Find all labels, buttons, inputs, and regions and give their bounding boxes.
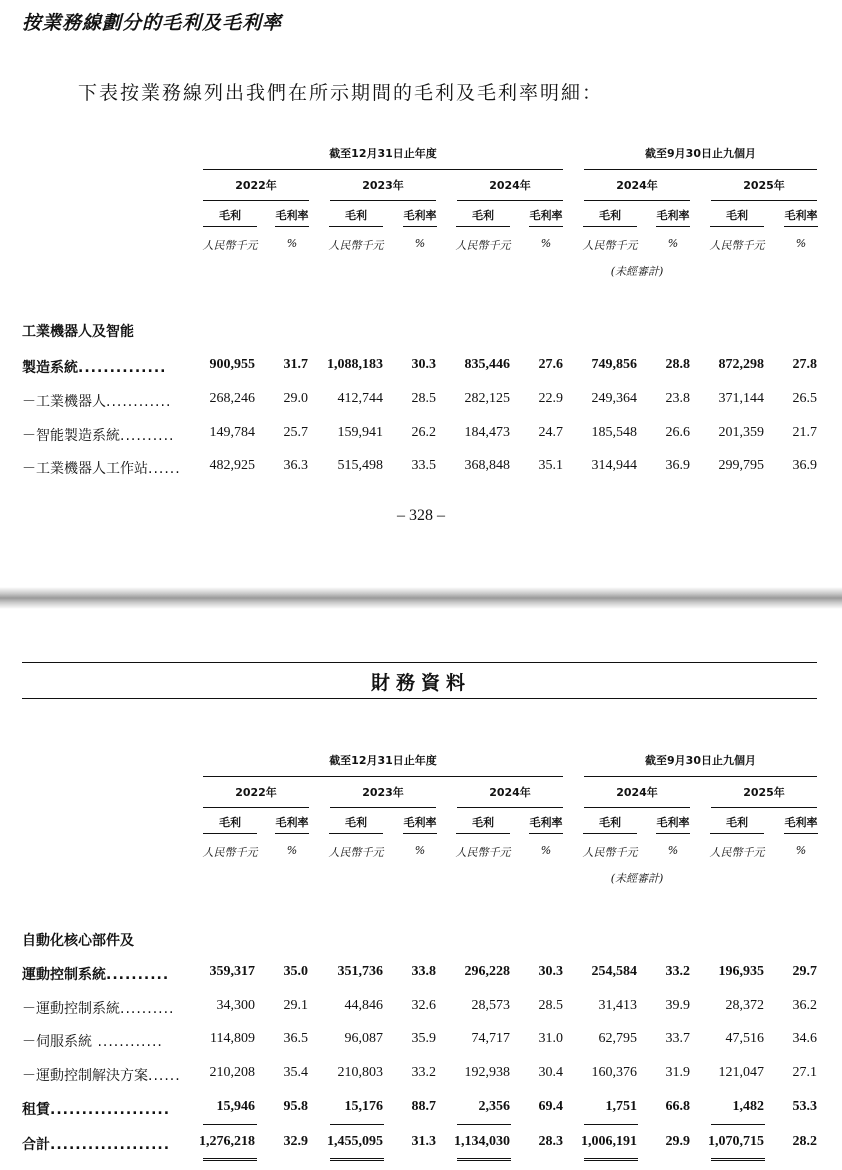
row-label-leader-dots: ................... (50, 1102, 171, 1118)
table-row (0, 391, 842, 415)
header-year: 2024年 (489, 179, 531, 192)
header-year-rule (584, 807, 690, 808)
row-label-text: －運動控制解決方案 (22, 1068, 148, 1084)
cell-gross-profit: 1,751 (605, 1099, 637, 1114)
cell-gross-margin: 25.7 (283, 425, 308, 440)
header-col-gross-profit: 毛利 (726, 816, 748, 829)
cell-gross-margin: 88.7 (411, 1099, 436, 1114)
cell-gross-profit: 482,925 (209, 458, 255, 473)
cell-gross-margin: 22.9 (538, 391, 563, 406)
cell-gross-profit: 1,482 (732, 1099, 764, 1114)
subtotal-rule (457, 1124, 511, 1125)
cell-gross-profit: 210,208 (209, 1065, 255, 1080)
cell-gross-margin: 33.5 (411, 458, 436, 473)
header-unit-rmb: 人民幣千元 (709, 846, 765, 859)
cell-gross-margin: 33.2 (411, 1065, 436, 1080)
cell-gross-profit: 351,736 (337, 964, 383, 979)
header-unit-percent: % (667, 237, 679, 250)
header-col-gross-profit: 毛利 (726, 209, 748, 222)
cell-gross-profit: 314,944 (591, 458, 637, 473)
row-label-text: 製造系統 (22, 360, 78, 376)
header-col-gross-profit: 毛利 (219, 209, 241, 222)
table-row (0, 998, 842, 1022)
cell-gross-margin: 33.7 (665, 1031, 690, 1046)
cell-gross-profit: 184,473 (464, 425, 510, 440)
header-col-rule (329, 833, 383, 834)
header-year: 2022年 (235, 179, 277, 192)
cell-gross-profit: 96,087 (344, 1031, 383, 1046)
header-unit-rmb: 人民幣千元 (202, 846, 258, 859)
header-col-gross-margin: 毛利率 (403, 816, 437, 829)
header-col-rule (403, 226, 437, 227)
cell-gross-margin: 28.5 (538, 998, 563, 1013)
row-label-leader-dots: ............ (106, 394, 172, 410)
cell-gross-margin: 36.2 (792, 998, 817, 1013)
cell-gross-margin: 30.4 (538, 1065, 563, 1080)
header-year-rule (584, 200, 690, 201)
intro-paragraph: 下表按業務線列出我們在所示期間的毛利及毛利率明細： (78, 82, 604, 104)
cell-gross-margin: 95.8 (283, 1099, 308, 1114)
row-label (22, 930, 134, 950)
cell-gross-margin: 35.9 (411, 1031, 436, 1046)
subtotal-rule (203, 1124, 257, 1125)
header-year-rule (330, 200, 436, 201)
table-row (0, 425, 842, 449)
row-label (22, 1134, 170, 1154)
row-label-text: －工業機器人工作站 (22, 461, 148, 477)
header-col-gross-margin: 毛利率 (784, 209, 818, 222)
header-col-gross-margin: 毛利率 (656, 816, 690, 829)
cell-gross-margin: 31.7 (283, 357, 308, 372)
header-group-year: 截至12月31日止年度 (329, 754, 437, 767)
header-unit-percent: % (286, 237, 298, 250)
table-row (0, 357, 842, 381)
header-year-rule (711, 200, 817, 201)
header-group-year-rule (203, 776, 563, 777)
header-col-rule (329, 226, 383, 227)
header-unaudited-note: (未經審計) (610, 265, 664, 278)
cell-gross-profit: 371,144 (718, 391, 764, 406)
table-row (0, 930, 842, 954)
table-row (0, 458, 842, 482)
table-row (0, 1065, 842, 1089)
header-year: 2023年 (362, 786, 404, 799)
row-label (22, 357, 166, 377)
header-col-gross-profit: 毛利 (345, 209, 367, 222)
header-year: 2024年 (616, 786, 658, 799)
cell-gross-profit: 44,846 (344, 998, 383, 1013)
cell-gross-profit: 74,717 (471, 1031, 510, 1046)
cell-gross-margin: 33.2 (665, 964, 690, 979)
subtotal-rule (330, 1124, 384, 1125)
header-col-rule (784, 833, 818, 834)
cell-gross-profit: 62,795 (598, 1031, 637, 1046)
header-col-gross-margin: 毛利率 (275, 209, 309, 222)
row-label-leader-dots: .......... (120, 1001, 175, 1017)
cell-gross-margin: 35.4 (283, 1065, 308, 1080)
header-col-rule (710, 226, 764, 227)
cell-gross-margin: 27.1 (792, 1065, 817, 1080)
header-col-rule (784, 226, 818, 227)
header-group-nine-rule (584, 169, 817, 170)
row-label-text: －運動控制系統 (22, 1001, 120, 1017)
header-unit-percent: % (414, 237, 426, 250)
cell-gross-profit: 15,946 (216, 1099, 255, 1114)
cell-gross-profit: 201,359 (718, 425, 764, 440)
cell-gross-margin: 27.8 (792, 357, 817, 372)
header-year-rule (203, 807, 309, 808)
cell-gross-profit: 28,573 (471, 998, 510, 1013)
header-col-rule (275, 833, 309, 834)
table-row (0, 1134, 842, 1158)
header-unit-rmb: 人民幣千元 (455, 846, 511, 859)
cell-gross-profit: 159,941 (337, 425, 383, 440)
table-row (0, 1031, 842, 1055)
row-label-leader-dots: .......... (120, 428, 175, 444)
header-col-gross-profit: 毛利 (219, 816, 241, 829)
cell-gross-profit: 412,744 (337, 391, 383, 406)
header-col-gross-profit: 毛利 (472, 816, 494, 829)
table-row (0, 321, 842, 345)
total-double-rule (584, 1158, 638, 1161)
header-col-rule (456, 226, 510, 227)
row-label (22, 998, 175, 1018)
cell-gross-profit: 1,006,191 (581, 1134, 637, 1149)
row-label-text: －智能製造系統 (22, 428, 120, 444)
cell-gross-profit: 835,446 (464, 357, 510, 372)
cell-gross-margin: 31.3 (411, 1134, 436, 1149)
cell-gross-margin: 35.0 (283, 964, 308, 979)
cell-gross-margin: 30.3 (411, 357, 436, 372)
cell-gross-margin: 32.9 (283, 1134, 308, 1149)
cell-gross-margin: 66.8 (665, 1099, 690, 1114)
cell-gross-margin: 39.9 (665, 998, 690, 1013)
row-label-leader-dots: .............. (78, 360, 167, 376)
header-unit-rmb: 人民幣千元 (582, 239, 638, 252)
header-col-gross-margin: 毛利率 (529, 816, 563, 829)
cell-gross-margin: 29.9 (665, 1134, 690, 1149)
header-year: 2025年 (743, 179, 785, 192)
cell-gross-profit: 296,228 (464, 964, 510, 979)
total-double-rule (203, 1158, 257, 1161)
header-group-year: 截至12月31日止年度 (329, 147, 437, 160)
cell-gross-margin: 31.9 (665, 1065, 690, 1080)
header-col-rule (656, 833, 690, 834)
cell-gross-profit: 15,176 (344, 1099, 383, 1114)
row-label (22, 458, 181, 478)
cell-gross-profit: 1,276,218 (199, 1134, 255, 1149)
total-double-rule (330, 1158, 384, 1161)
cell-gross-profit: 114,809 (210, 1031, 255, 1046)
cell-gross-profit: 2,356 (478, 1099, 510, 1114)
header-col-gross-margin: 毛利率 (529, 209, 563, 222)
cell-gross-profit: 31,413 (598, 998, 637, 1013)
cell-gross-margin: 53.3 (792, 1099, 817, 1114)
header-unit-rmb: 人民幣千元 (202, 239, 258, 252)
row-label-leader-dots: ............ (92, 1034, 163, 1050)
table-row (0, 964, 842, 988)
cell-gross-profit: 299,795 (718, 458, 764, 473)
cell-gross-margin: 31.0 (538, 1031, 563, 1046)
header-col-rule (456, 833, 510, 834)
row-label (22, 964, 169, 984)
cell-gross-margin: 36.9 (792, 458, 817, 473)
row-label (22, 321, 134, 341)
row-label (22, 1031, 163, 1051)
header-unit-rmb: 人民幣千元 (455, 239, 511, 252)
cell-gross-profit: 359,317 (209, 964, 255, 979)
subtotal-rule (584, 1124, 638, 1125)
header-col-rule (203, 226, 257, 227)
cell-gross-margin: 26.2 (411, 425, 436, 440)
header-year-rule (711, 807, 817, 808)
cell-gross-profit: 47,516 (725, 1031, 764, 1046)
cell-gross-margin: 29.7 (792, 964, 817, 979)
cell-gross-margin: 36.9 (665, 458, 690, 473)
header-unit-rmb: 人民幣千元 (709, 239, 765, 252)
cell-gross-margin: 36.5 (283, 1031, 308, 1046)
cell-gross-margin: 28.8 (665, 357, 690, 372)
row-label-text: 運動控制系統 (22, 967, 106, 983)
cell-gross-margin: 30.3 (538, 964, 563, 979)
header-unit-percent: % (414, 844, 426, 857)
header-col-gross-margin: 毛利率 (403, 209, 437, 222)
row-label (22, 425, 175, 445)
header-year-rule (330, 807, 436, 808)
header-unit-rmb: 人民幣千元 (328, 846, 384, 859)
cell-gross-profit: 268,246 (209, 391, 255, 406)
header-col-gross-margin: 毛利率 (275, 816, 309, 829)
header-year: 2025年 (743, 786, 785, 799)
section-heading: 按業務線劃分的毛利及毛利率 (22, 12, 283, 34)
cell-gross-margin: 29.1 (283, 998, 308, 1013)
header-col-rule (529, 226, 563, 227)
cell-gross-margin: 23.8 (665, 391, 690, 406)
header-group-nine-months: 截至9月30日止九個月 (645, 754, 756, 767)
row-label (22, 1099, 170, 1119)
header-unit-percent: % (667, 844, 679, 857)
header-col-rule (403, 833, 437, 834)
row-label-leader-dots: ...... (148, 461, 181, 477)
cell-gross-profit: 282,125 (464, 391, 510, 406)
header-unit-rmb: 人民幣千元 (582, 846, 638, 859)
header-unit-percent: % (286, 844, 298, 857)
cell-gross-profit: 249,364 (591, 391, 637, 406)
row-label-text: －工業機器人 (22, 394, 106, 410)
header-col-rule (710, 833, 764, 834)
header-group-nine-rule (584, 776, 817, 777)
header-col-rule (583, 833, 637, 834)
cell-gross-margin: 24.7 (538, 425, 563, 440)
row-label-leader-dots: ...... (148, 1068, 181, 1084)
header-year: 2024年 (489, 786, 531, 799)
row-label-text: 自動化核心部件及 (22, 933, 134, 949)
cell-gross-margin: 21.7 (792, 425, 817, 440)
subtotal-rule (711, 1124, 765, 1125)
row-label-text: 租賃 (22, 1102, 50, 1118)
cell-gross-profit: 192,938 (464, 1065, 510, 1080)
cell-gross-profit: 1,088,183 (327, 357, 383, 372)
cell-gross-profit: 1,070,715 (708, 1134, 764, 1149)
header-col-gross-margin: 毛利率 (656, 209, 690, 222)
cell-gross-margin: 26.5 (792, 391, 817, 406)
cell-gross-profit: 28,372 (725, 998, 764, 1013)
header-year: 2024年 (616, 179, 658, 192)
cell-gross-margin: 69.4 (538, 1099, 563, 1114)
page-divider (0, 587, 842, 609)
total-double-rule (711, 1158, 765, 1161)
cell-gross-profit: 872,298 (718, 357, 764, 372)
row-label (22, 1065, 181, 1085)
cell-gross-margin: 32.6 (411, 998, 436, 1013)
header-unit-percent: % (540, 237, 552, 250)
cell-gross-profit: 196,935 (718, 964, 764, 979)
header-col-gross-profit: 毛利 (472, 209, 494, 222)
header-col-rule (203, 833, 257, 834)
header-col-rule (656, 226, 690, 227)
header-col-rule (529, 833, 563, 834)
header-unit-percent: % (540, 844, 552, 857)
header-unit-percent: % (795, 237, 807, 250)
header-col-rule (583, 226, 637, 227)
header-year: 2022年 (235, 786, 277, 799)
header-col-gross-profit: 毛利 (599, 209, 621, 222)
page-number: – 328 – (397, 507, 445, 524)
cell-gross-margin: 34.6 (792, 1031, 817, 1046)
cell-gross-margin: 28.5 (411, 391, 436, 406)
cell-gross-margin: 28.3 (538, 1134, 563, 1149)
cell-gross-profit: 368,848 (464, 458, 510, 473)
header-group-nine-months: 截至9月30日止九個月 (645, 147, 756, 160)
header-col-gross-margin: 毛利率 (784, 816, 818, 829)
cell-gross-profit: 749,856 (591, 357, 637, 372)
finance-title-rule-top (22, 662, 817, 663)
cell-gross-profit: 149,784 (209, 425, 255, 440)
header-unaudited-note: (未經審計) (610, 872, 664, 885)
cell-gross-margin: 35.1 (538, 458, 563, 473)
cell-gross-profit: 1,455,095 (327, 1134, 383, 1149)
cell-gross-margin: 36.3 (283, 458, 308, 473)
cell-gross-margin: 26.6 (665, 425, 690, 440)
row-label-text: －伺服系統 (22, 1034, 92, 1050)
row-label (22, 391, 171, 411)
header-col-gross-profit: 毛利 (345, 816, 367, 829)
header-unit-rmb: 人民幣千元 (328, 239, 384, 252)
cell-gross-profit: 900,955 (209, 357, 255, 372)
cell-gross-margin: 27.6 (538, 357, 563, 372)
header-year: 2023年 (362, 179, 404, 192)
header-year-rule (203, 200, 309, 201)
cell-gross-profit: 160,376 (591, 1065, 637, 1080)
cell-gross-profit: 1,134,030 (454, 1134, 510, 1149)
cell-gross-margin: 33.8 (411, 964, 436, 979)
header-year-rule (457, 200, 563, 201)
row-label-leader-dots: .......... (106, 967, 170, 983)
cell-gross-profit: 210,803 (337, 1065, 383, 1080)
cell-gross-margin: 28.2 (792, 1134, 817, 1149)
header-col-gross-profit: 毛利 (599, 816, 621, 829)
row-label-text: 合計 (22, 1137, 50, 1153)
cell-gross-profit: 254,584 (591, 964, 637, 979)
header-col-rule (275, 226, 309, 227)
header-group-year-rule (203, 169, 563, 170)
finance-title: 財務資料 (370, 672, 471, 694)
table-row (0, 1099, 842, 1123)
cell-gross-profit: 121,047 (718, 1065, 764, 1080)
cell-gross-profit: 34,300 (216, 998, 255, 1013)
total-double-rule (457, 1158, 511, 1161)
cell-gross-profit: 185,548 (591, 425, 637, 440)
header-unit-percent: % (795, 844, 807, 857)
row-label-text: 工業機器人及智能 (22, 324, 134, 340)
row-label-leader-dots: ................... (50, 1137, 171, 1153)
header-year-rule (457, 807, 563, 808)
cell-gross-margin: 29.0 (283, 391, 308, 406)
finance-title-rule-bottom (22, 698, 817, 699)
cell-gross-profit: 515,498 (337, 458, 383, 473)
